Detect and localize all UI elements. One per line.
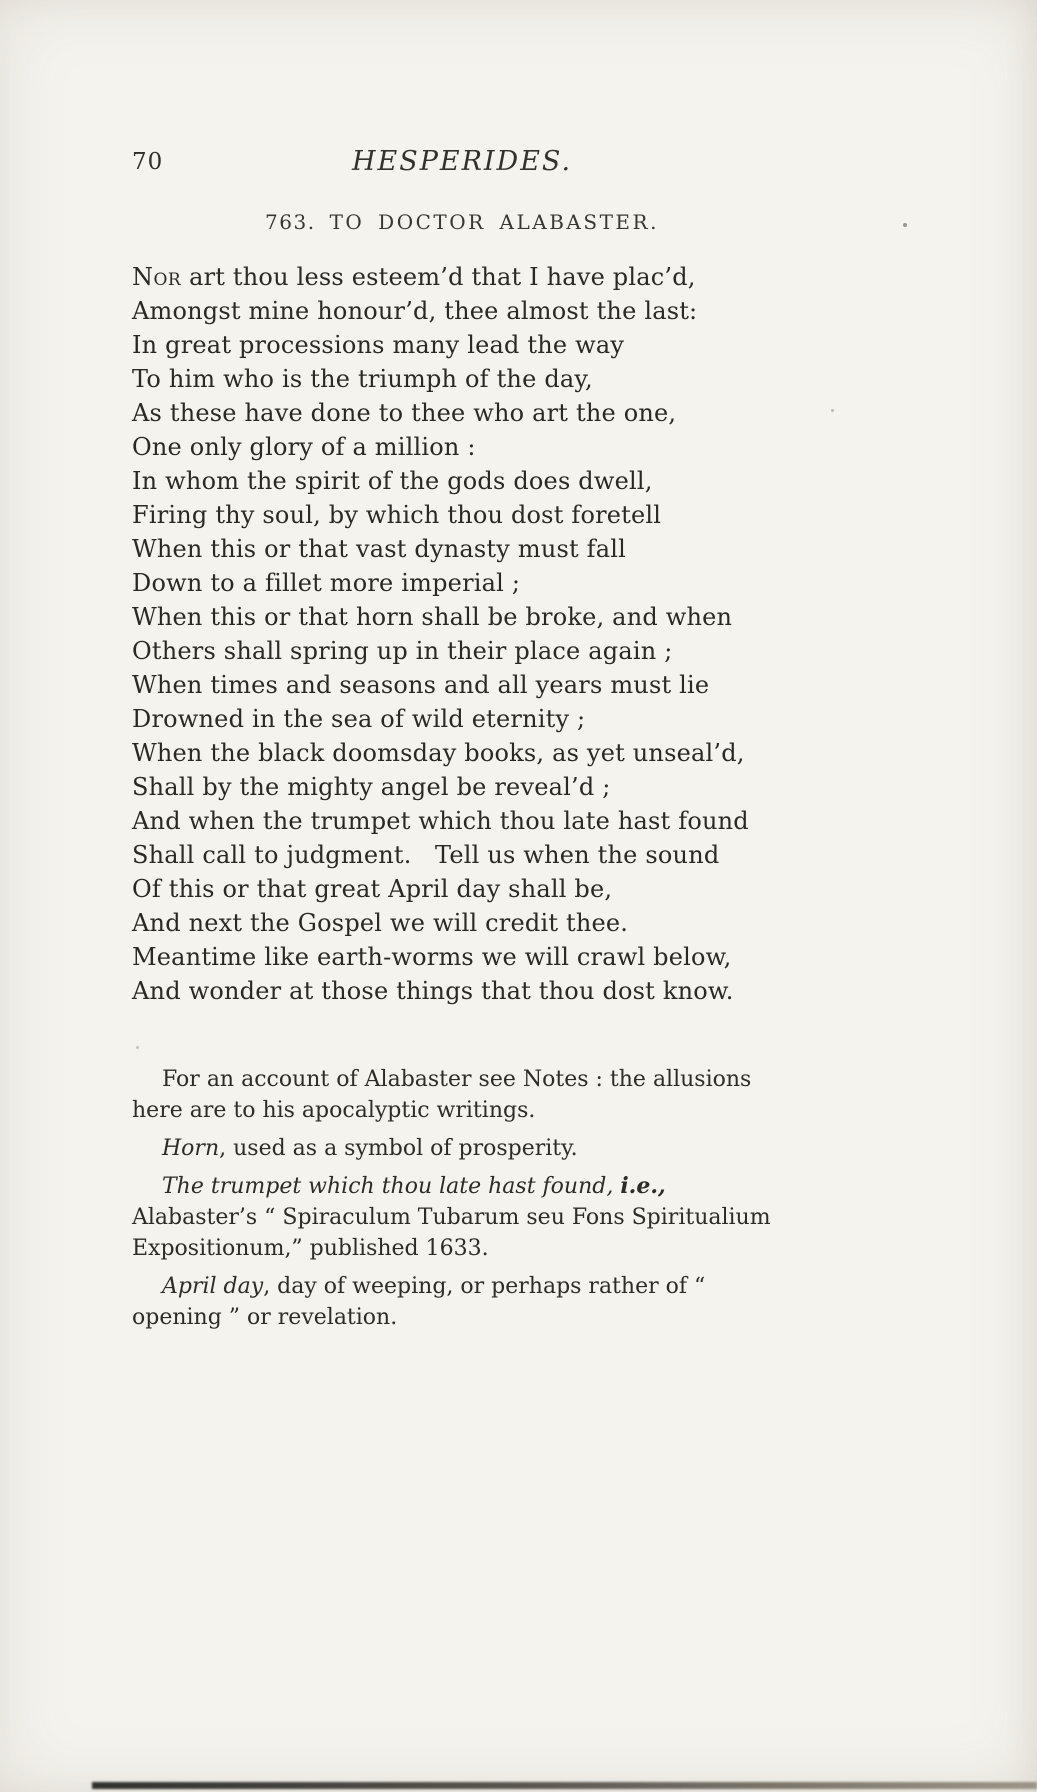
notes-section xyxy=(132,1064,792,1333)
poem-line: Down to a fillet more imperial ; xyxy=(132,569,521,597)
note-term: The trumpet which thou late hast found, xyxy=(162,1174,621,1199)
poem-line: Others shall spring up in their place again ; xyxy=(132,637,673,665)
running-header xyxy=(132,146,792,182)
poem-line: When times and seasons and all years must lie xyxy=(132,671,710,699)
running-title: HESPERIDES. xyxy=(351,146,573,177)
poem-line: Firing thy soul, by which thou dost foretell xyxy=(132,501,662,529)
poem-line: As these have done to thee who art the one, xyxy=(132,399,677,427)
poem-line: Drowned in the sea of wild eternity ; xyxy=(132,705,586,733)
note-text: For an account of Alabaster see Notes : the allusions here are to his apocalyptic writings. xyxy=(132,1067,752,1123)
note-paragraph xyxy=(132,1064,792,1126)
poem-heading xyxy=(132,210,792,234)
poem-number: 763. xyxy=(265,210,316,234)
poem-line: In great processions many lead the way xyxy=(132,331,625,359)
note-paragraph xyxy=(132,1133,792,1164)
note-paragraph xyxy=(132,1171,792,1264)
scan-speck xyxy=(136,1046,139,1049)
page-number: 70 xyxy=(132,149,164,175)
note-text: Alabaster’s “ Spiraculum Tubarum seu Fons Spiritualium Expositionum,” published 1633. xyxy=(132,1205,771,1261)
note-term: April day xyxy=(162,1274,264,1299)
poem-line: One only glory of a million : xyxy=(132,433,476,461)
scan-page-bottom-edge xyxy=(92,1782,1037,1789)
scan-speck xyxy=(831,409,834,412)
poem-line: Nor art thou less esteem’d that I have plac’d, xyxy=(132,263,696,291)
note-term: Horn xyxy=(162,1136,220,1161)
note-paragraph xyxy=(132,1271,792,1333)
poem-line: Of this or that great April day shall be, xyxy=(132,875,613,903)
poem-line: And wonder at those things that thou dost know. xyxy=(132,977,734,1005)
poem-line: In whom the spirit of the gods does dwell, xyxy=(132,467,653,495)
poem-line: When this or that vast dynasty must fall xyxy=(132,535,627,563)
note-term: i.e., xyxy=(620,1173,666,1199)
poem-line: Shall call to judgment. Tell us when the sound xyxy=(132,841,720,869)
note-text: , used as a symbol of prosperity. xyxy=(219,1136,578,1161)
poem-line: Shall by the mighty angel be reveal’d ; xyxy=(132,773,611,801)
poem-title: TO DOCTOR ALABASTER. xyxy=(329,210,659,234)
poem-line: When this or that horn shall be broke, and when xyxy=(132,603,733,631)
poem-opening-word: Nor xyxy=(132,263,182,291)
poem-line: When the black doomsday books, as yet unseal’d, xyxy=(132,739,745,767)
note-text: , day of weeping, or perhaps rather of “ opening ” or revelation. xyxy=(132,1274,706,1330)
poem-line: To him who is the triumph of the day, xyxy=(132,365,593,393)
poem-line: And when the trumpet which thou late hast found xyxy=(132,807,749,835)
poem-line: Amongst mine honour’d, thee almost the last: xyxy=(132,297,698,325)
poem-line: Meantime like earth-worms we will crawl below, xyxy=(132,943,732,971)
scan-speck xyxy=(903,223,907,227)
poem-line: And next the Gospel we will credit thee. xyxy=(132,909,629,937)
poem-body xyxy=(132,260,792,1008)
